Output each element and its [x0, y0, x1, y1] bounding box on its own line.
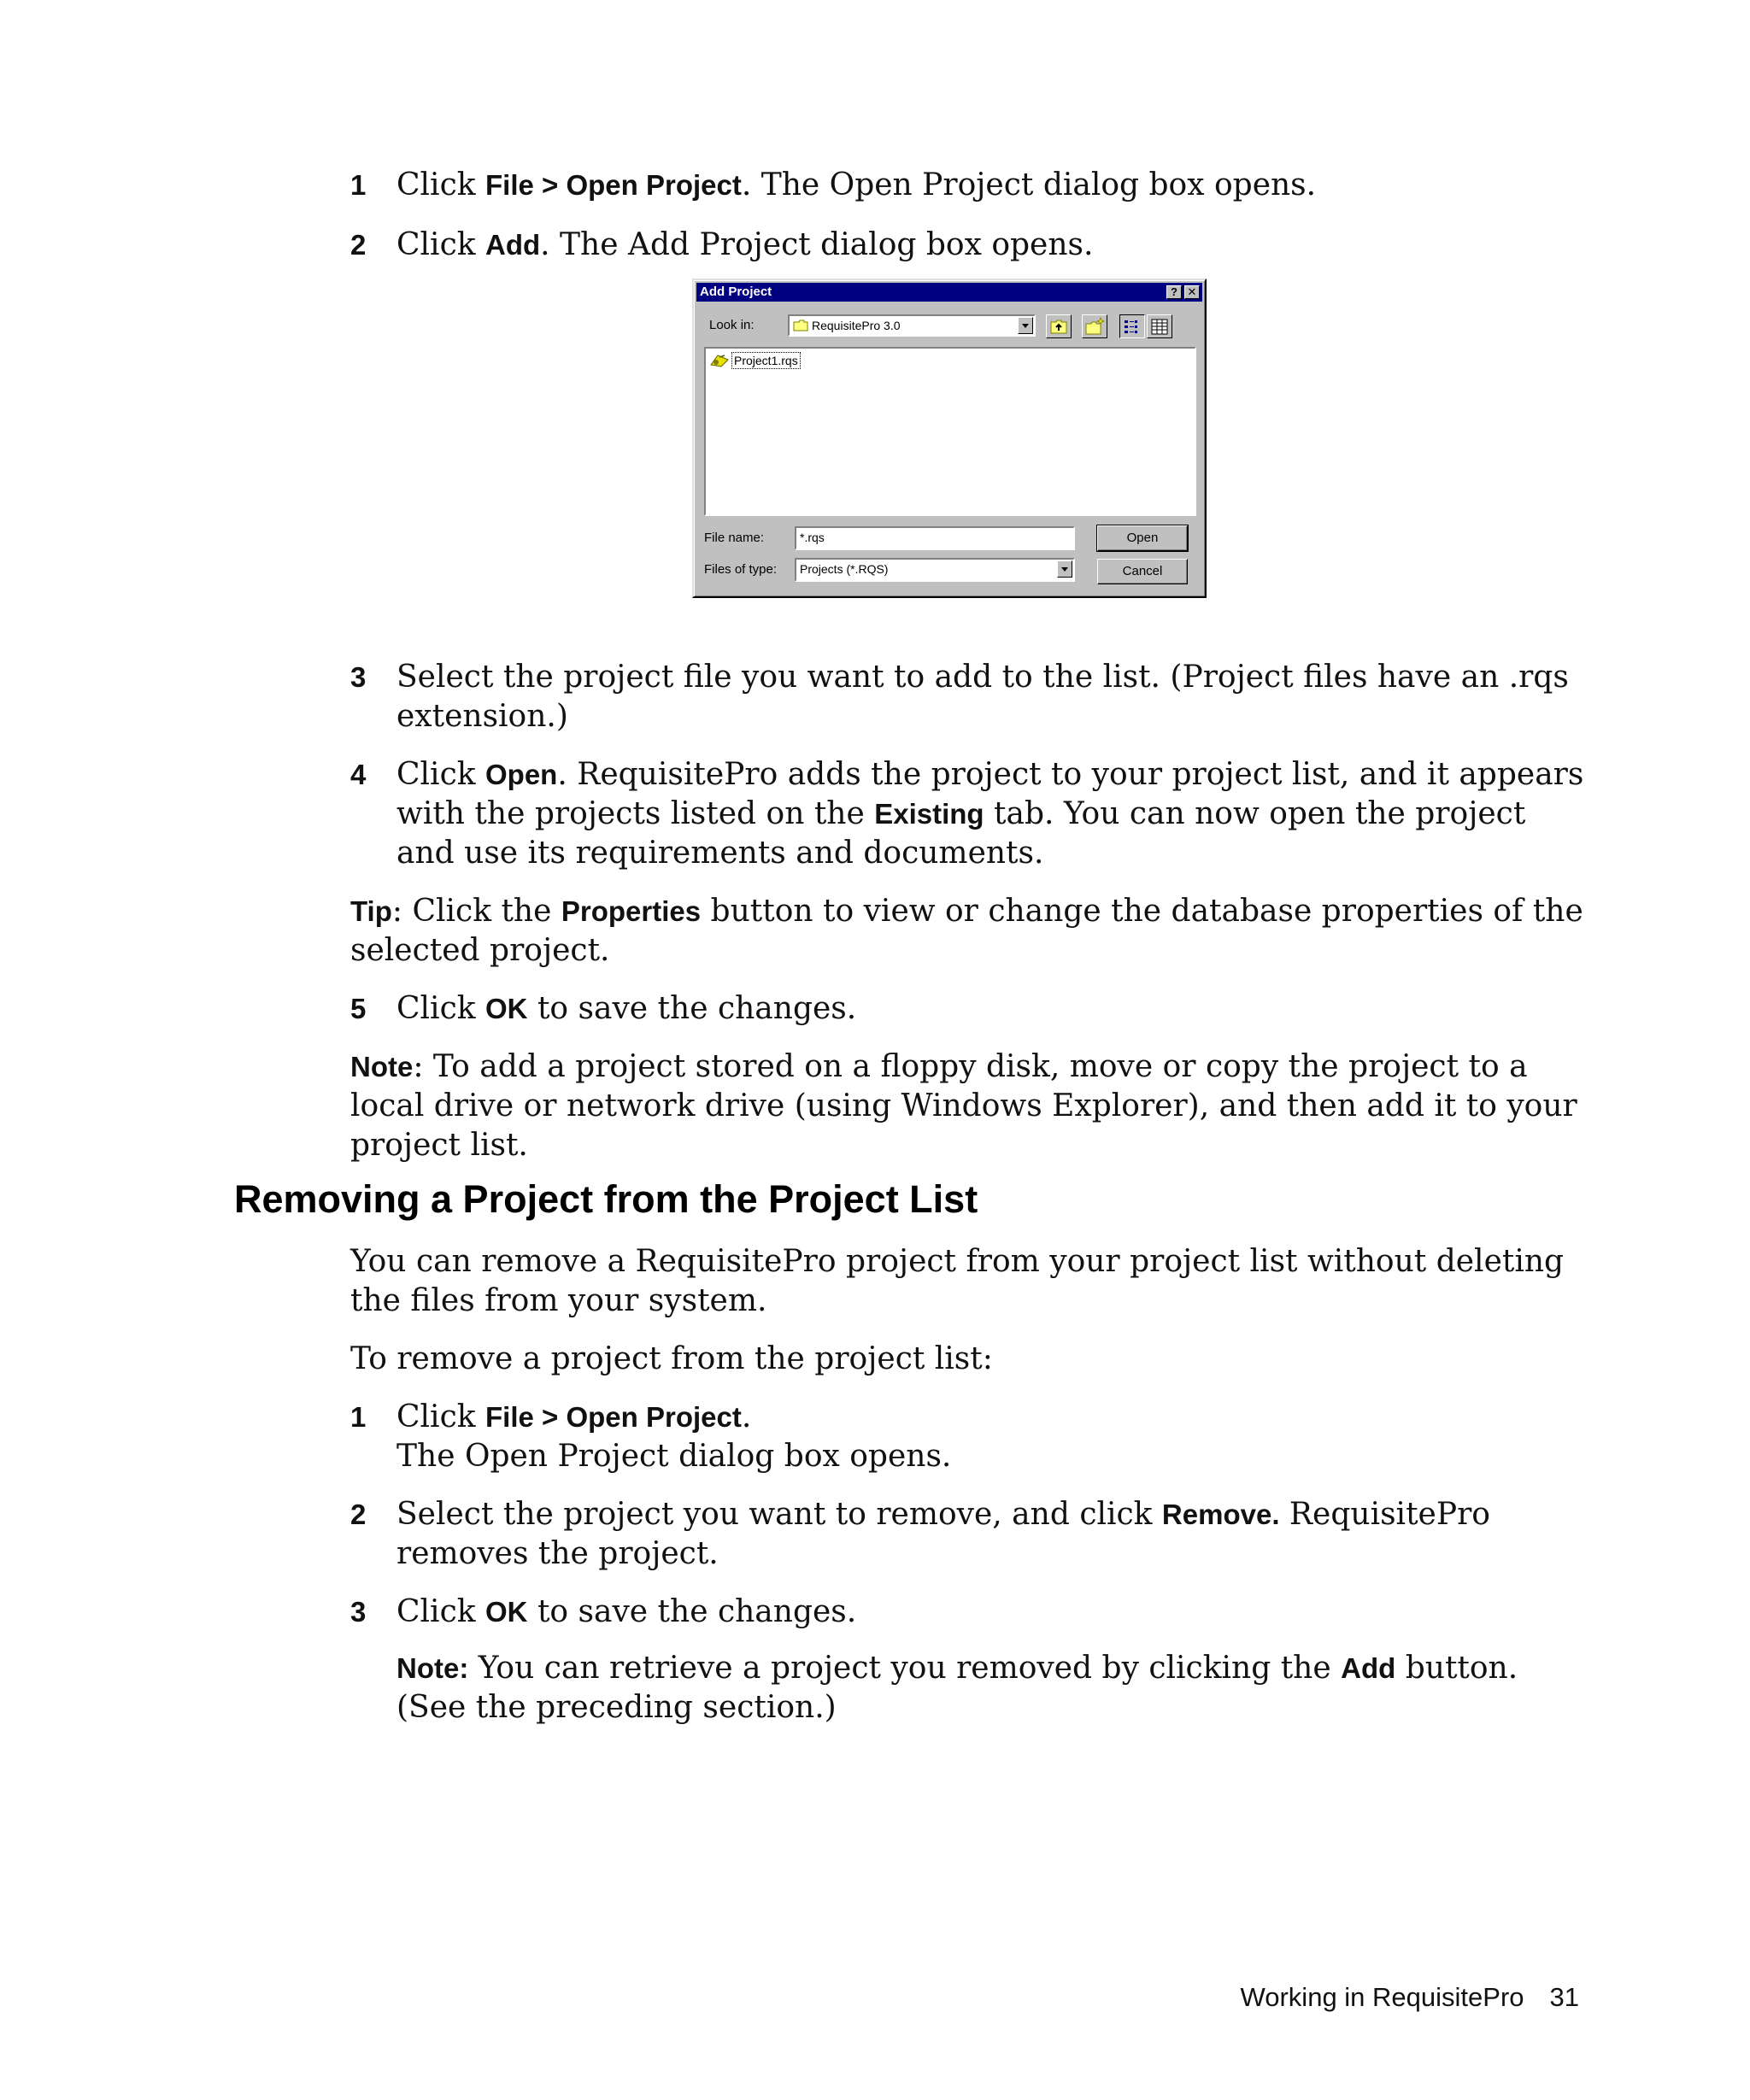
note-paragraph: Note: To add a project stored on a floppy disk, move or copy the project to a local drive or network drive (using Windows Explorer), and then add it to your project list.	[350, 1049, 1577, 1163]
dialog-title: Add Project	[700, 284, 772, 299]
step-5-text: Click OK to save the changes.	[396, 991, 857, 1026]
project-file-icon	[709, 353, 730, 368]
remove-step-1-text: Click File > Open Project. The Open Project dialog box opens.	[396, 1399, 952, 1474]
remove-step-2-text: Select the project you want to remove, and click Remove. RequisitePro removes the project.	[396, 1497, 1490, 1571]
help-button[interactable]: ?	[1166, 285, 1182, 299]
step-number: 2	[350, 229, 367, 261]
footer-title: Working in RequisitePro	[1240, 1982, 1524, 2012]
list-view-icon	[1120, 315, 1144, 337]
file-name: Project1.rqs	[731, 352, 801, 369]
step-number: 1	[350, 169, 367, 201]
menu-path: File > Open Project	[485, 169, 742, 201]
step-number: 4	[350, 759, 367, 790]
tip-label: Tip	[350, 895, 392, 927]
intro-lead-in: To remove a project from the project list:	[350, 1341, 993, 1376]
note-paragraph: Note: You can retrieve a project you removed by clicking the Add button. (See the preceding section.)	[396, 1651, 1518, 1725]
page-footer	[1241, 1982, 1579, 2013]
file-name-label: File name:	[704, 531, 765, 545]
step-3-text: Select the project file you want to add to the list. (Project files have an .rqs extension.)	[396, 660, 1569, 734]
details-view-icon	[1148, 315, 1172, 337]
files-of-type-value: Projects (*.RQS)	[800, 562, 889, 576]
files-of-type-dropdown[interactable]	[795, 558, 1075, 582]
list-view-button[interactable]	[1119, 314, 1145, 338]
file-list[interactable]	[704, 347, 1196, 516]
close-button[interactable]: ✕	[1184, 285, 1200, 299]
up-folder-icon	[1047, 315, 1071, 337]
add-project-dialog	[692, 279, 1207, 598]
new-folder-button[interactable]	[1082, 314, 1107, 338]
page-number: 31	[1549, 1982, 1579, 2012]
open-button[interactable]: Open	[1097, 525, 1188, 551]
step-number: 3	[350, 661, 367, 693]
details-view-button[interactable]	[1147, 314, 1172, 338]
section-heading: Removing a Project from the Project List	[234, 1177, 978, 1221]
step-number: 1	[350, 1401, 367, 1433]
look-in-label: Look in:	[709, 318, 755, 332]
remove-step-3-text: Click OK to save the changes.	[396, 1594, 857, 1629]
list-item[interactable]	[709, 352, 801, 369]
step-number: 2	[350, 1499, 367, 1530]
up-one-level-button[interactable]	[1046, 314, 1072, 338]
look-in-dropdown[interactable]	[788, 314, 1036, 337]
file-name-input[interactable]: *.rqs	[795, 526, 1075, 550]
intro-paragraph: You can remove a RequisitePro project from your project list without deleting the files from your system.	[350, 1244, 1565, 1318]
new-folder-icon	[1083, 315, 1107, 337]
folder-icon	[793, 320, 808, 331]
dialog-title-bar	[696, 283, 1202, 302]
step-1-text: Click File > Open Project. The Open Project dialog box opens.	[396, 167, 1317, 202]
look-in-value: RequisitePro 3.0	[812, 319, 901, 332]
cancel-button[interactable]: Cancel	[1097, 559, 1188, 584]
files-of-type-label: Files of type:	[704, 562, 778, 577]
step-number: 3	[350, 1596, 367, 1628]
button-name: Add	[485, 229, 541, 261]
note-label: Note:	[396, 1652, 469, 1684]
note-label: Note	[350, 1051, 414, 1082]
step-2-text: Click Add. The Add Project dialog box opens.	[396, 227, 1094, 262]
chevron-down-icon[interactable]	[1057, 560, 1072, 578]
tip-paragraph: Tip: Click the Properties button to view or change the database properties of the selected project.	[350, 894, 1583, 968]
step-number: 5	[350, 993, 367, 1024]
chevron-down-icon[interactable]	[1018, 317, 1033, 334]
step-4-text: Click Open. RequisitePro adds the project to your project list, and it appears with the projects listed on the Existing tab. You can now open the project and use its requirements and documents.	[396, 757, 1584, 871]
